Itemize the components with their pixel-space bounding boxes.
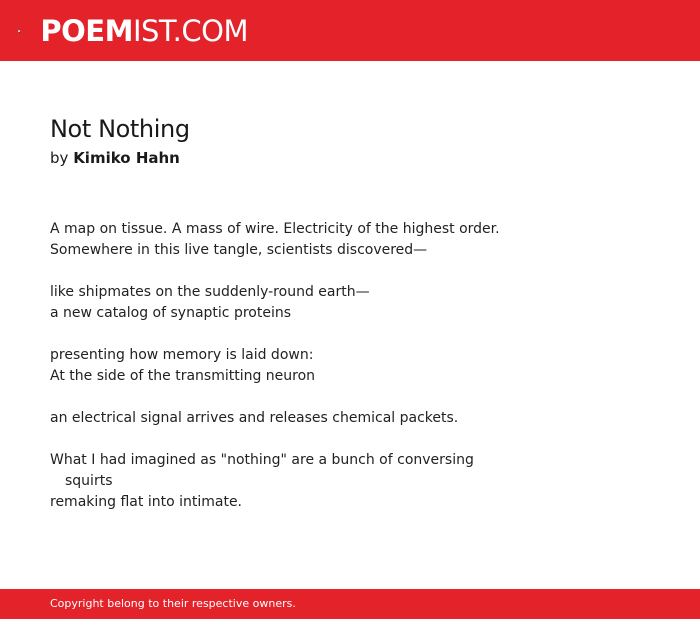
poem-line: presenting how memory is laid down:	[50, 347, 314, 363]
poem-line: At the side of the transmitting neuron	[50, 368, 316, 384]
poem-byline	[50, 149, 180, 167]
poem-stanza	[50, 282, 610, 324]
poem-line: A map on tissue. A mass of wire. Electricity of the highest order.	[50, 221, 500, 237]
poem-author: Kimiko Hahn	[73, 149, 180, 167]
poem-title: Not Nothing	[50, 115, 190, 143]
logo-text-bold: POEM	[40, 14, 133, 48]
poem-stanza	[50, 345, 610, 387]
site-logo-text	[40, 9, 248, 53]
poem-line: Somewhere in this live tangle, scientists discovered—	[50, 242, 428, 258]
poem-body	[50, 219, 610, 534]
poem-line: remaking flat into intimate.	[50, 494, 243, 510]
poem-stanza	[50, 408, 610, 429]
poem-line-indented: squirts	[65, 473, 113, 489]
logo-text-light: IST.COM	[132, 14, 248, 48]
poem-line: like shipmates on the suddenly-round earth—	[50, 284, 370, 300]
site-logo-link[interactable]	[18, 9, 248, 53]
poem-line: What I had imagined as "nothing" are a bunch of conversing	[50, 452, 474, 468]
by-label: by	[50, 149, 69, 167]
pencil-icon	[18, 10, 20, 52]
poem-line: an electrical signal arrives and releases chemical packets.	[50, 410, 459, 426]
poem-stanza	[50, 450, 610, 513]
poem-stanza	[50, 219, 610, 261]
poem-line: a new catalog of synaptic proteins	[50, 305, 292, 321]
site-footer	[0, 589, 700, 619]
copyright-text: Copyright belong to their respective owners.	[50, 597, 296, 610]
site-header	[0, 0, 700, 61]
